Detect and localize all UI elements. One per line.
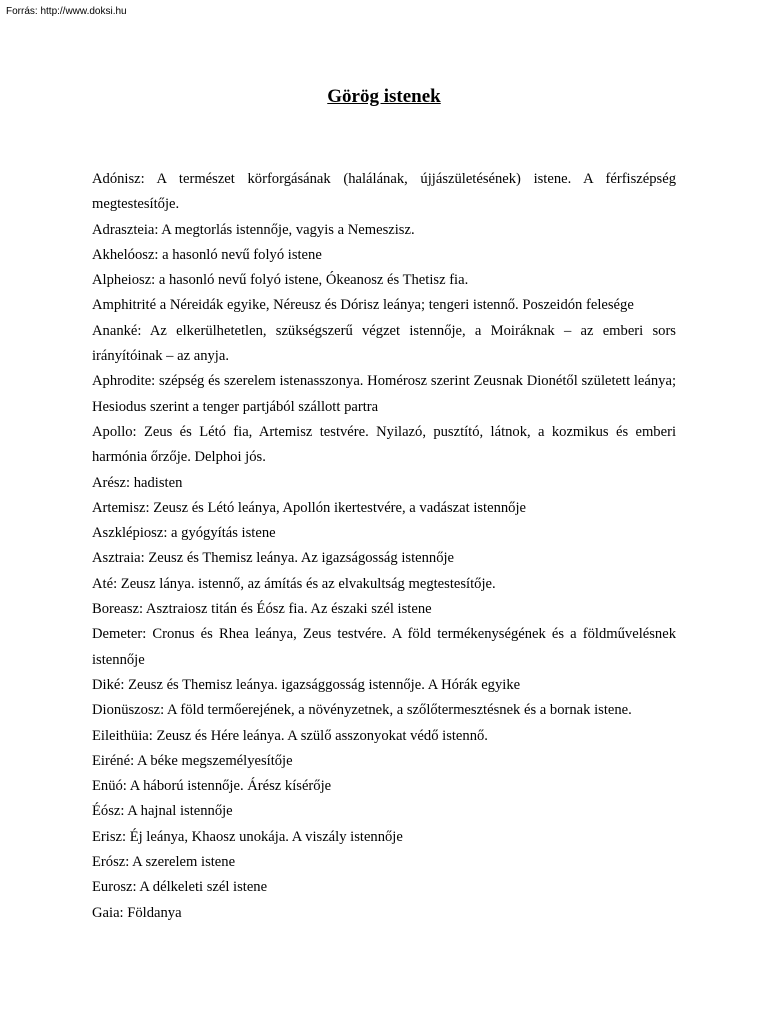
- entry-asztraia: Asztraia: Zeusz és Themisz leánya. Az igazságosság istennője: [92, 550, 455, 567]
- entry-eosz: Éósz: A hajnal istennője: [92, 803, 233, 820]
- entry-ananke: Ananké: Az elkerülhetetlen, szükségszerű végzet istennője, a Moiráknak – az emberi sors irányítóinak – az anyja.: [92, 322, 676, 365]
- entry-erisz: Erisz: Éj leánya, Khaosz unokája. A viszály istennője: [92, 828, 403, 845]
- entry-adonisz: Adónisz: A természet körforgásának (halálának, újjászületésének) istene. A férfiszépség megtestesítője.: [92, 171, 676, 213]
- entry-aresz: Arész: hadisten: [92, 474, 183, 491]
- entry-apollo: Apollo: Zeus és Létó fia, Artemisz testvére. Nyilazó, pusztító, látnok, a kozmikus és emberi harmónia őrzője. Delphoi jós.: [92, 423, 676, 466]
- entry-akheloosz: Akhelóosz: a hasonló nevű folyó istene: [92, 246, 322, 263]
- entry-demeter: Demeter: Cronus és Rhea leánya, Zeus testvére. A föld termékenységének és a földművelésnek istennője: [92, 626, 676, 668]
- entry-artemisz: Artemisz: Zeusz és Létó leánya, Apollón ikertestvére, a vadászat istennője: [92, 499, 527, 516]
- source-note: Forrás: http://www.doksi.hu: [6, 6, 127, 17]
- entry-amphitrite: Amphitrité a Néreidák egyike, Néreusz és Dórisz leánya; tengeri istennő. Poszeidón felesége: [92, 297, 634, 314]
- entry-dike: Diké: Zeusz és Themisz leánya. igazsággosság istennője. A Hórák egyike: [92, 676, 521, 693]
- entry-erosz: Erósz: A szerelem istene: [92, 854, 236, 871]
- entry-adraszteia: Adraszteia: A megtorlás istennője, vagyis a Nemeszisz.: [92, 221, 415, 238]
- entry-alpheiosz: Alpheiosz: a hasonló nevű folyó istene, Ókeanosz és Thetisz fia.: [92, 272, 469, 289]
- entry-enuo: Enüó: A háború istennője. Árész kísérője: [92, 778, 332, 795]
- entry-eirene: Eiréné: A béke megszemélyesítője: [92, 752, 293, 769]
- entry-eileithuia: Eileithüia: Zeusz és Hére leánya. A szülő asszonyokat védő istennő.: [92, 727, 488, 744]
- page-title: Görög istenek: [327, 86, 441, 107]
- entry-dionuszosz: Dionüszosz: A föld termőerejének, a növényzetnek, a szőlőtermesztésnek és a bornak istene.: [92, 702, 632, 719]
- entry-aphrodite: Aphrodite: szépség és szerelem istenasszonya. Homérosz szerint Zeusnak Dionétől született leánya; Hesiodus szerint a tenger partjából szállott partra: [92, 373, 676, 415]
- entry-list: [92, 167, 676, 926]
- entry-aszklepiosz: Aszklépiosz: a gyógyítás istene: [92, 525, 276, 542]
- entry-boreasz: Boreasz: Asztraiosz titán és Éósz fia. Az északi szél istene: [92, 601, 432, 618]
- entry-eurosz: Eurosz: A délkeleti szél istene: [92, 879, 268, 896]
- entry-ate: Até: Zeusz lánya. istennő, az ámítás és az elvakultság megtestesítője.: [92, 575, 496, 592]
- entry-gaia: Gaia: Földanya: [92, 904, 182, 921]
